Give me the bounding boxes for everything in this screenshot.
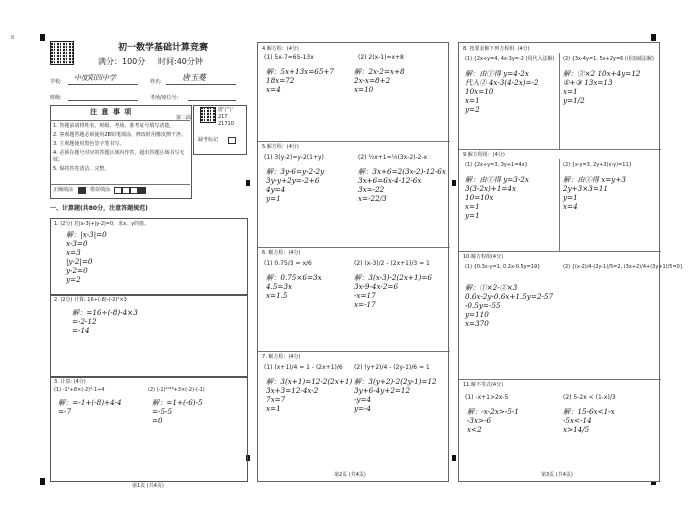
absent-mark-checkbox[interactable] — [228, 137, 236, 144]
question-3-part2: (2) (-1)²⁰¹⁸+3×(-2)-(-1) — [148, 387, 205, 393]
section-title: 一、计算题(共80分，注意答题规范) — [50, 205, 148, 212]
student-code-number: 21710 — [218, 121, 234, 127]
notice-list — [53, 123, 189, 173]
question-10-prompt: 10.解方程组(4分) — [463, 254, 504, 260]
correct-fill-example — [78, 187, 86, 194]
full-score: 满分：100分 — [98, 57, 146, 66]
question-8-part1-answer[interactable]: 解：由①得 y=4-2x 代入② 4x-3(4-2x)=-2 10x=10 x=1 y=2 — [465, 69, 539, 114]
question-9-part2-answer[interactable]: 解：由①得 x=y+3 2y+3×3=11 y=1 x=4 — [563, 175, 626, 211]
wrong-fill-example — [114, 187, 122, 194]
exam-time: 时间:40分钟 — [158, 57, 203, 66]
question-6-part1-answer[interactable]: 解：0.75×6=3x 4.5=3x x=1.5 — [266, 273, 322, 300]
question-3-part1-answer[interactable]: 解：=-1+(-8)+4-4 =-7 — [58, 398, 122, 416]
question-5-part2-answer[interactable]: 解：3x+6=2(3x-2)-12-6x 3x+6=6x-4-12-6x 3x=-22 x=-22/3 — [358, 167, 446, 203]
student-code-line: 217 — [218, 114, 228, 120]
question-2-answer[interactable]: 解：=16÷(-8)-4×3 =-2-12 =-14 — [72, 308, 138, 335]
column-2 — [257, 42, 449, 482]
question-2-box — [50, 294, 248, 378]
question-8-part2: (2) {3x-4y=1, 5x+2y=6 (用加减法解) — [563, 56, 654, 62]
column-1 — [48, 38, 246, 489]
student-qr-code — [200, 107, 216, 123]
question-10-part2: (2) {(x-2)/4-(2y-1)/5=2, (3x+2)/4+(3y+1)/5=0} — [563, 264, 684, 270]
question-4-part2: (2) 2(x-1)=x+8 — [358, 54, 404, 61]
name-label: 姓名: — [150, 79, 162, 85]
notice-item: 5. 保持答卷清洁、完整。 — [53, 166, 110, 172]
registration-marker — [651, 34, 656, 41]
question-1-answer[interactable]: 解：|x-3|=0 x-3=0 x=3 |y-2|=0 y-2=0 y=2 — [66, 230, 107, 284]
question-2-prompt: 2. (2分) 计算: 16÷(-8)-(-2)²×3 — [54, 297, 127, 303]
page-footer: 第1页 (共4页) — [132, 483, 164, 489]
exam-title: 初一数学基础计算竞赛 — [118, 43, 209, 53]
question-6-part2: (2) (x-3)/2 - (2x+1)/3 = 1 — [354, 260, 430, 267]
registration-marker — [452, 180, 456, 186]
wrong-fill-label: 错误填涂 — [90, 187, 111, 193]
question-3-prompt: 3. 计算: (4分) — [54, 379, 86, 385]
class-label: 班级: — [50, 95, 62, 101]
question-6-prompt: 6. 解方程：(4分) — [262, 250, 301, 256]
registration-marker — [40, 34, 45, 41]
question-5-part1: (1) 3(y-2)=y-2(1+y) — [264, 154, 324, 161]
question-8-prompt: 8. 按要求解下列方程组. (4分) — [463, 46, 530, 52]
question-7-part1: (1) (x+1)/4 = 1 - (2x+1)/6 — [264, 364, 343, 371]
question-11-part2: (2) 5-2x < (1-x)/3 — [563, 394, 616, 401]
question-11-part1: (1) -x+1>2x-5 — [465, 394, 509, 401]
registration-marker — [452, 455, 456, 461]
student-code-name: 唐宁宁 — [218, 107, 234, 113]
question-5-part1-answer[interactable]: 解：3y-6=y-2-2y 3y-y+2y=-2+6 4y=4 y=1 — [266, 167, 325, 203]
wrong-fill-example — [122, 187, 130, 194]
question-11-prompt: 11.解不等式(4分) — [463, 382, 504, 388]
question-11-part1-answer[interactable]: 解：-x-2x>-5-1 -3x>-6 x<2 — [467, 407, 519, 434]
school-underline — [68, 84, 138, 85]
notice-item: 4. 必须在题号对应的答题区域内作答，超出答题区域书写无效。 — [53, 150, 185, 163]
school-label: 学校: — [50, 79, 62, 85]
question-6-part1: (1) 0.75/3 = x/6 — [264, 260, 312, 267]
page-footer: 第2页 (共4页) — [334, 472, 366, 478]
column-3 — [458, 42, 684, 482]
question-4-part1-answer[interactable]: 解：5x+13x=65+7 18x=72 x=4 — [266, 67, 334, 94]
question-11-part2-answer[interactable]: 解：15-6x<1-x -5x<-14 x>14/5 — [563, 407, 615, 434]
exam-no-underline[interactable] — [188, 100, 236, 101]
question-4-part2-answer[interactable]: 解：2x-2=x+8 2x-x=8+2 x=10 — [354, 67, 405, 94]
question-7-prompt: 7. 解方程：(4分) — [262, 354, 301, 360]
name-underline — [166, 84, 236, 85]
qr-code — [50, 41, 74, 65]
name-value[interactable]: 唐玉蔓 — [182, 73, 206, 82]
question-1-prompt: 1. (2分) 若|x-3|+|y-2|=0，求x、y的值。 — [54, 221, 150, 227]
notice-title: 注 意 事 项 — [90, 108, 133, 116]
question-7-part2: (2) (y+2)/4 - (2y-1)/6 = 1 — [354, 364, 430, 371]
notice-item: 2. 客观题答题必须使用2B铅笔填涂，修改时用橡皮擦干净。 — [53, 132, 186, 138]
question-5-part2: (2) ½x+1=⅓(3x-2)-2-x — [358, 154, 428, 161]
page-corner-mark: 8 — [11, 35, 15, 41]
question-9-part2: (2) {x-y=3, 2y+3(x-y)=11} — [563, 162, 632, 168]
question-9-prompt: 9.解方程组：(4分) — [463, 152, 505, 158]
question-8-part2-answer[interactable]: 解：②×2 10x+4y=12 ①+③ 13x=13 x=1 y=1/2 — [563, 69, 641, 105]
question-3-part2-answer[interactable]: 解：=1+(-6)-5 =-5-5 =0 — [152, 398, 203, 425]
registration-marker — [246, 180, 250, 186]
exam-no-label: 考场/座位号: — [150, 95, 179, 101]
page-side-label: 第二面 — [176, 115, 192, 121]
question-5-prompt: 5.解方程：(4分) — [262, 144, 299, 150]
registration-marker — [40, 478, 45, 485]
question-7-part1-answer[interactable]: 解：3(x+1)=12-2(2x+1) 3x+3=12-4x-2 7x=7 x=1 — [266, 377, 353, 413]
wrong-fill-example — [130, 187, 138, 194]
question-10-part1: (1) {0.3x-y=1, 0.2x-0.5y=19} — [465, 264, 541, 270]
question-4-part1: (1) 5x-7=65-13x — [264, 54, 314, 61]
question-6-part2-answer[interactable]: 解：3(x-3)-2(2x+1)=6 3x-9-4x-2=6 -x=17 x=-17 — [354, 273, 432, 309]
question-9-part1-answer[interactable]: 解：由①得 y=3-2x 3(3-2x)+1=4x 10=10x x=1 y=1 — [465, 175, 529, 220]
question-9-part1: (1) {2x+y=3, 3y+1=4x} — [465, 162, 528, 168]
school-value[interactable]: 中度阳四中学 — [74, 74, 116, 82]
wrong-fill-example — [138, 187, 146, 194]
question-8-part1: (1) {2x+y=4, 4x-3y=-2 (用代入法解) — [465, 56, 555, 62]
class-underline[interactable] — [68, 100, 138, 101]
absent-mark-label: 缺考标记 — [198, 137, 219, 143]
question-10-part1-answer[interactable]: 解：①×2-②×3 0.6x-2y-0.6x+1.5y=2-57 -0.5y=-55 y=110 x=370 — [465, 283, 554, 328]
notice-item: 1. 答题前请将姓名、班级、考场、准考证号填写清楚。 — [53, 123, 175, 129]
correct-fill-label: 正确填涂 — [53, 187, 74, 193]
notice-item: 3. 主观题使用黑色签字笔书写。 — [53, 141, 125, 147]
page-footer: 第3页 (共4页) — [541, 472, 573, 478]
question-3-part1: (1) -1²+8×(-2)³-1÷4 — [54, 387, 105, 393]
question-4-prompt: 4.解方程：(4分) — [262, 46, 299, 52]
question-7-part2-answer[interactable]: 解：3(y+2)-2(2y-1)=12 3y+6-4y+2=12 -y=4 y=-4 — [354, 377, 437, 413]
